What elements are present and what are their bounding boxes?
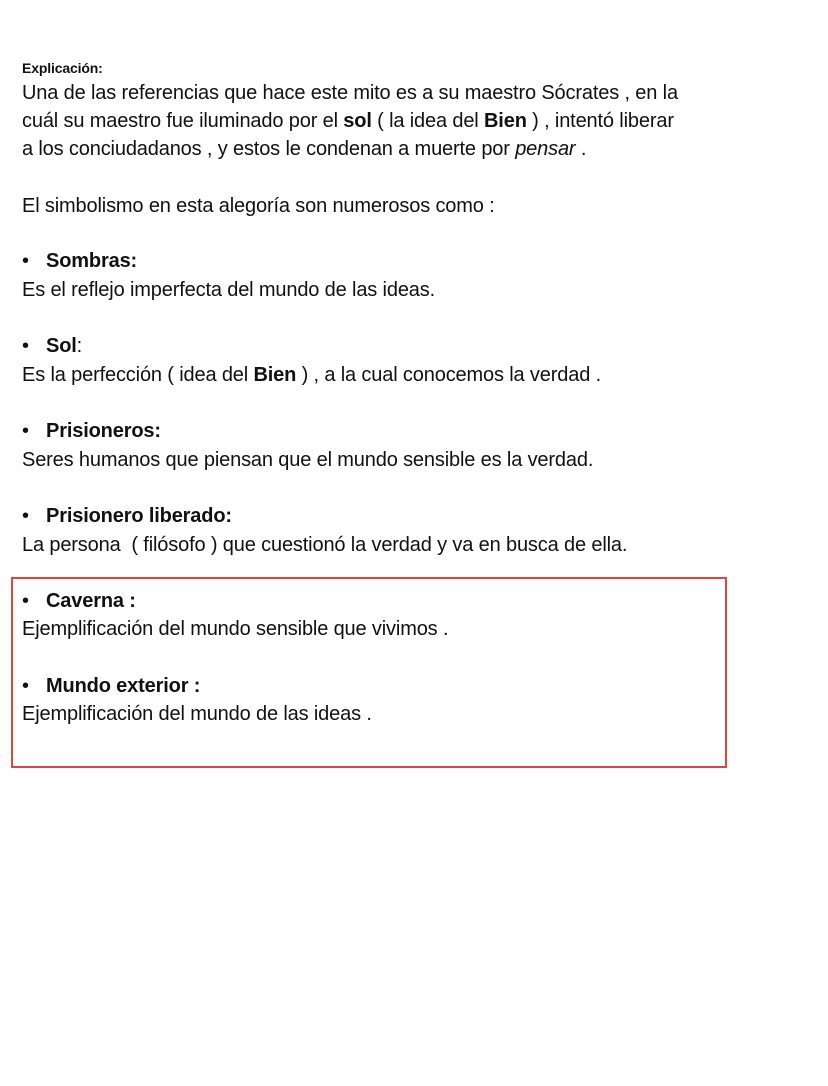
term-label: Prisionero liberado: [46,505,232,527]
desc-sombras: Es el reflejo imperfecta del mundo de las ideas. [22,279,436,301]
bold-bien: Bien [484,110,527,132]
term-label: Prisioneros: [46,420,161,442]
text: Una de las referencias que hace este mito es a su maestro Sócrates , en la [22,82,678,104]
italic-pensar: pensar [515,138,576,160]
term-label: Mundo exterior : [46,675,201,697]
text: ( la idea del [371,110,485,132]
text: ) , a la cual conocemos la verdad . [296,364,601,386]
term-label: Caverna : [46,590,136,612]
desc-sol [22,361,601,389]
text: a los conciudadanos , y estos le condenan a muerte por [22,138,516,160]
term-label: Sol [46,335,77,357]
bullet-icon: • [22,335,29,357]
desc-caverna: Ejemplificación del mundo sensible que vivimos . [22,618,449,640]
bullet-icon: • [22,420,29,442]
bullet-icon: • [22,590,29,612]
term-caverna [22,587,136,615]
bullet-icon: • [22,250,29,272]
term-label: Sombras: [46,250,138,272]
bullet-icon: • [22,675,29,697]
text: Es la perfección ( idea del [22,364,254,386]
text: cuál su maestro fue iluminado por el [22,110,344,132]
explanation-heading: Explicación: [22,60,103,76]
symbolism-intro: El simbolismo en esta alegoría son numerosos como : [22,195,495,217]
text: ) , intentó liberar [526,110,674,132]
term-mundo-exterior [22,672,200,700]
desc-prisioneros: Seres humanos que piensan que el mundo sensible es la verdad. [22,449,594,471]
intro-line-3 [22,135,586,163]
desc-mundo-exterior: Ejemplificación del mundo de las ideas . [22,703,372,725]
bold-sol: sol [343,110,372,132]
bold-bien: Bien [253,364,297,386]
desc-prisionero-liberado: La persona ( filósofo ) que cuestionó la verdad y va en busca de ella. [22,534,628,556]
intro-line-2 [22,107,674,135]
intro-line-1 [22,79,678,107]
term-suffix: : [76,335,83,357]
term-sombras [22,247,137,275]
term-prisionero-liberado [22,502,232,530]
text: . [575,138,587,160]
term-sol [22,332,82,360]
term-prisioneros [22,417,161,445]
bullet-icon: • [22,505,29,527]
